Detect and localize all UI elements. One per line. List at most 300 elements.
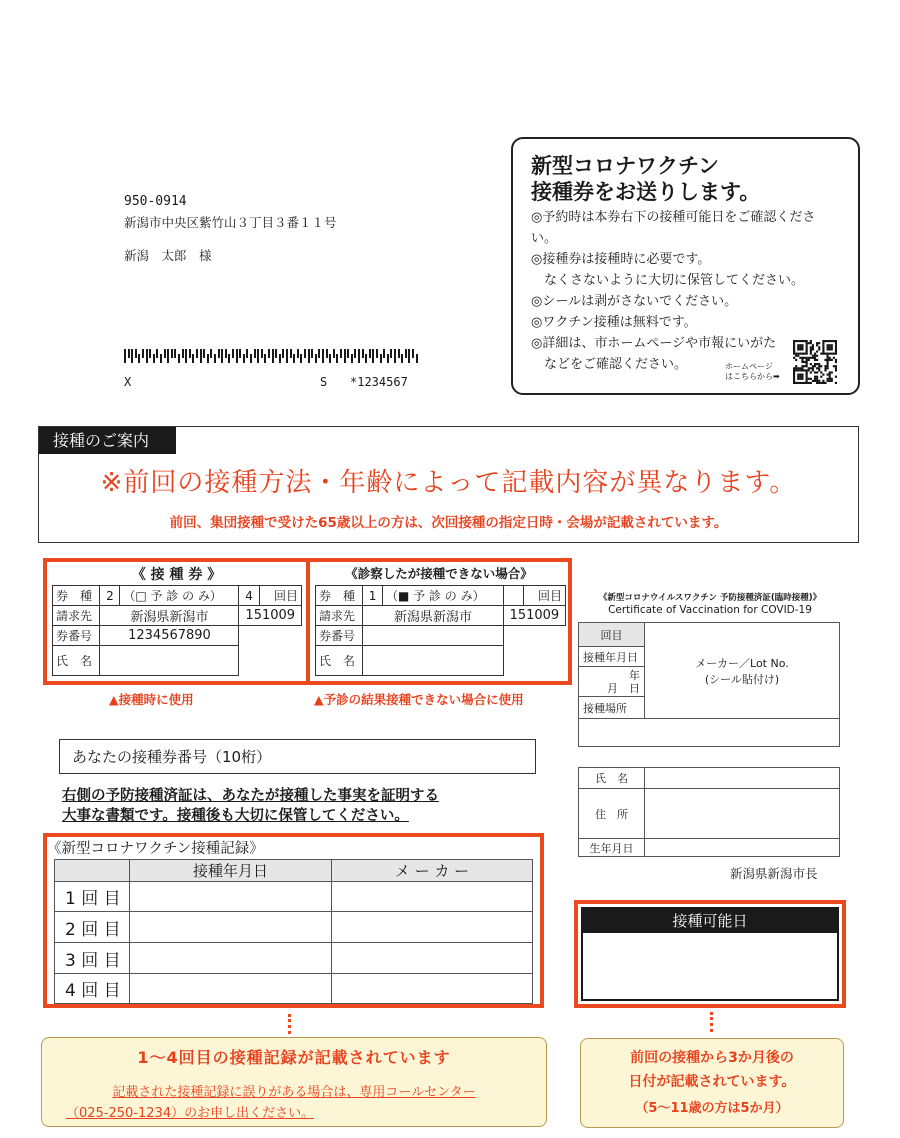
qr-module (793, 367, 795, 369)
qr-module (793, 353, 795, 355)
barcode-bar (236, 349, 238, 363)
certificate-title-jp: 《新型コロナウイルスワクチン 予防接種済証(臨時接種)》 (598, 593, 822, 603)
qr-module (816, 371, 818, 373)
qr-module (822, 344, 824, 346)
qr-module (814, 357, 816, 359)
qr-module (806, 371, 808, 373)
qr-module (812, 367, 814, 369)
postal-code: 950-0914 (124, 194, 187, 209)
record-callout-title: 1～4回目の接種記録が記載されています (137, 1048, 451, 1067)
barcode-bar (347, 349, 349, 358)
qr-module (827, 355, 829, 357)
qr-module (814, 359, 816, 361)
barcode-bar (207, 354, 209, 363)
notice-item: などをご確認ください。 (531, 357, 688, 372)
qr-module (799, 348, 801, 350)
qr-module (822, 350, 824, 352)
available-callout-line2: 日付が記載されています。 (628, 1074, 796, 1090)
record-date-cell[interactable] (130, 943, 332, 974)
qr-module (816, 380, 818, 382)
qr-module (806, 348, 808, 350)
notice-item: ◎接種券は接種時に必要です。 (531, 252, 711, 267)
qr-module (835, 365, 837, 367)
qr-module (808, 367, 810, 369)
record-maker-cell[interactable] (332, 943, 533, 974)
qr-module (816, 363, 818, 365)
barcode-bar (138, 354, 140, 363)
ticket-billing-value: 新潟県新潟市 (100, 606, 239, 626)
barcode-bar (351, 354, 353, 363)
qr-module (810, 363, 812, 365)
cert-birth-label: 生年月日 (579, 839, 645, 857)
barcode-bar (146, 349, 148, 363)
qr-module (818, 380, 820, 382)
qr-module (801, 353, 803, 355)
barcode-bar (142, 349, 144, 358)
qr-module (793, 376, 795, 378)
qr-module (799, 346, 801, 348)
barcode-bar (178, 354, 180, 363)
qr-module (827, 359, 829, 361)
qr-module (835, 340, 837, 342)
ticket-name-value[interactable] (100, 646, 239, 676)
barcode-bar (239, 349, 241, 358)
ticket2-billing-code: 151009 (503, 606, 565, 626)
qr-module (793, 340, 795, 342)
qr-module (827, 344, 829, 346)
qr-module (810, 367, 812, 369)
qr-module (806, 340, 808, 342)
qr-module (793, 357, 795, 359)
barcode-bar (308, 349, 310, 363)
record-row-label: 4 回 目 (55, 974, 130, 1004)
qr-module (810, 346, 812, 348)
certificate-person-table (578, 767, 840, 857)
qr-module (831, 348, 833, 350)
qr-module (806, 344, 808, 346)
cert-place-value-row (579, 719, 840, 747)
cert-address-label: 住 所 (579, 789, 645, 839)
qr-module (829, 353, 831, 355)
barcode-bar (167, 349, 169, 363)
barcode-bar (254, 349, 256, 358)
guide-subline: 前回、集団接種で受けた65歳以上の方は、次回接種の指定日時・会場が記載されています。 (169, 515, 728, 531)
qr-module (793, 378, 795, 380)
qr-module (812, 357, 814, 359)
cert-dose-row (579, 623, 840, 647)
qr-module (806, 350, 808, 352)
barcode-bar (387, 354, 389, 363)
qr-module (831, 353, 833, 355)
table-row (55, 943, 533, 974)
qr-module (808, 378, 810, 380)
qr-module (827, 367, 829, 369)
your-number-box[interactable] (59, 739, 536, 774)
barcode-s-mark: S (320, 375, 328, 389)
available-callout (580, 1038, 844, 1128)
notice-item: なくさないように大切に保管してください。 (531, 273, 805, 288)
qr-module (816, 359, 818, 361)
qr-module (814, 363, 816, 365)
qr-module (824, 369, 826, 371)
barcode-bar (322, 349, 324, 363)
qr-module (803, 353, 805, 355)
ticket-type-option: （□ 予 診 の み） (120, 586, 239, 606)
barcode-bar (250, 354, 252, 363)
table-row (55, 882, 533, 912)
ticket-count-label: 回目 (259, 586, 301, 606)
record-header-row (55, 860, 533, 882)
available-callout-line3: （5～11歳の方は5か月） (635, 1101, 789, 1116)
qr-module (831, 380, 833, 382)
ticket-table (52, 585, 302, 676)
qr-module (793, 371, 795, 373)
ticket2-number-value[interactable] (363, 626, 504, 646)
notice-item: ◎ワクチン接種は無料です。 (531, 315, 697, 330)
qr-module (822, 380, 824, 382)
qr-module (810, 342, 812, 344)
ticket-number-row (53, 626, 302, 646)
barcode-bar (336, 354, 338, 363)
qr-module (818, 365, 820, 367)
qr-module (835, 346, 837, 348)
qr-module (831, 340, 833, 342)
record-col-date: 接種年月日 (130, 860, 332, 882)
record-date-cell[interactable] (130, 974, 332, 1004)
qr-module (820, 353, 822, 355)
qr-module (801, 382, 803, 384)
certificate-table (578, 622, 840, 747)
qr-module (801, 378, 803, 380)
record-date-cell[interactable] (130, 912, 332, 943)
record-callout-note1: 記載された接種記録に誤りがある場合は、専用コールセンター (112, 1085, 476, 1100)
barcode-bar (135, 349, 137, 358)
qr-module (827, 346, 829, 348)
recipient-name: 新潟 太郎 様 (124, 248, 212, 263)
qr-module (829, 374, 831, 376)
qr-code-icon[interactable] (793, 340, 837, 384)
barcode-bar (394, 349, 396, 363)
qr-module (803, 365, 805, 367)
qr-module (818, 346, 820, 348)
qr-module (824, 382, 826, 384)
qr-module (806, 382, 808, 384)
qr-module (797, 369, 799, 371)
cert-birth-row (579, 839, 840, 857)
record-maker-cell[interactable] (332, 912, 533, 943)
guide-headline: ※前回の接種方法・年齢によって記載内容が異なります。 (100, 468, 797, 498)
qr-module (820, 376, 822, 378)
qr-module (799, 376, 801, 378)
qr-module (799, 340, 801, 342)
record-callout (41, 1037, 547, 1127)
qr-module (824, 365, 826, 367)
ticket2-billing-row (316, 606, 566, 626)
barcode-bar (131, 349, 133, 363)
barcode-bar (380, 354, 382, 363)
barcode-bar (401, 354, 403, 363)
qr-module (816, 344, 818, 346)
barcode-bar (372, 349, 374, 363)
qr-module (803, 382, 805, 384)
qr-module (797, 344, 799, 346)
ticket2-name-value[interactable] (363, 646, 504, 676)
cert-seal-area[interactable] (645, 623, 840, 719)
qr-module (818, 363, 820, 365)
notice-title-line2: 接種券をお送りします。 (531, 180, 761, 204)
barcode-bar (243, 354, 245, 363)
qr-module (795, 367, 797, 369)
ticket-number-value: 1234567890 (100, 626, 239, 646)
qr-module (816, 355, 818, 357)
qr-module (833, 353, 835, 355)
qr-module (793, 344, 795, 346)
qr-module (793, 342, 795, 344)
barcode-bar (405, 349, 407, 358)
qr-module (806, 374, 808, 376)
qr-module (799, 344, 801, 346)
barcode-bar (232, 349, 234, 358)
qr-module (829, 376, 831, 378)
notice-title-line1: 新型コロナワクチン (531, 154, 719, 178)
barcode-bar (153, 354, 155, 363)
qr-module (806, 359, 808, 361)
barcode-bar (279, 354, 281, 363)
cert-year-label: 年 (629, 668, 640, 682)
cert-name-value[interactable] (645, 768, 840, 789)
qr-module (793, 374, 795, 376)
qr-module (812, 380, 814, 382)
barcode-bar (282, 349, 284, 358)
qr-module (799, 374, 801, 376)
your-number-note-line2: 大事な書類です。接種後も大切に保管してください。 (62, 808, 409, 824)
qr-module (814, 380, 816, 382)
ticket-name-label: 氏 名 (53, 646, 100, 676)
qr-module (827, 378, 829, 380)
barcode-bar (383, 349, 385, 358)
qr-module (818, 369, 820, 371)
qr-module (829, 380, 831, 382)
barcode-bar (164, 349, 166, 358)
barcode-bar (340, 349, 342, 358)
street-address: 新潟市中央区紫竹山３丁目３番１１号 (124, 215, 337, 230)
barcode-bar (214, 354, 216, 363)
qr-module (810, 348, 812, 350)
barcode-bar (275, 349, 277, 358)
barcode-bar (174, 349, 176, 358)
certificate-title-en: Certificate of Vaccination for COVID-19 (608, 604, 812, 616)
cert-month-day-label: 月 日 (607, 681, 640, 695)
qr-module (822, 340, 824, 342)
ticket2-billing-label: 請求先 (316, 606, 363, 626)
qr-module (797, 367, 799, 369)
qr-module (795, 382, 797, 384)
ticket-caption: ▲接種時に使用 (109, 692, 194, 707)
qr-module (829, 346, 831, 348)
qr-module (810, 350, 812, 352)
qr-module (801, 348, 803, 350)
qr-module (793, 380, 795, 382)
qr-module (806, 357, 808, 359)
barcode-bar (149, 349, 151, 358)
notice-item: ◎シールは剥がさないでください。 (531, 294, 738, 309)
qr-module (829, 340, 831, 342)
cert-dose-label: 回目 (579, 623, 645, 647)
ticket-count-value: 4 (239, 586, 259, 606)
cert-place-value[interactable] (579, 719, 840, 747)
qr-module (793, 350, 795, 352)
barcode-bar (257, 349, 259, 363)
qr-module (797, 346, 799, 348)
ticket2-name-label: 氏 名 (316, 646, 363, 676)
record-date-cell[interactable] (130, 882, 332, 912)
ticket2-billing-value: 新潟県新潟市 (363, 606, 504, 626)
qr-module (793, 346, 795, 348)
qr-module (797, 382, 799, 384)
qr-module (801, 340, 803, 342)
qr-module (812, 344, 814, 346)
qr-module (829, 357, 831, 359)
qr-module (835, 361, 837, 363)
record-title: 《新型コロナワクチン接種記録》 (47, 841, 264, 857)
qr-module (827, 363, 829, 365)
qr-module (806, 361, 808, 363)
qr-module (797, 376, 799, 378)
cert-name-label: 氏 名 (579, 768, 645, 789)
qr-module (810, 357, 812, 359)
barcode-bar (297, 349, 299, 358)
barcode-bar (268, 349, 270, 358)
available-date-value[interactable] (583, 933, 837, 999)
qr-module (801, 367, 803, 369)
barcode-bar (171, 349, 173, 358)
qr-module (795, 369, 797, 371)
available-inner (581, 907, 839, 1001)
barcode-bar (218, 349, 220, 358)
qr-module (816, 382, 818, 384)
qr-module (806, 363, 808, 365)
qr-module (829, 359, 831, 361)
qr-module (812, 346, 814, 348)
barcode-bar (225, 349, 227, 358)
record-row-label: 2 回 目 (55, 912, 130, 943)
qr-module (820, 382, 822, 384)
qr-module (806, 353, 808, 355)
qr-module (827, 365, 829, 367)
qr-module (801, 346, 803, 348)
qr-module (816, 367, 818, 369)
cert-name-row (579, 768, 840, 789)
qr-module (827, 353, 829, 355)
qr-module (827, 380, 829, 382)
qr-module (818, 348, 820, 350)
barcode-bar (354, 349, 356, 358)
barcode-bar (185, 349, 187, 363)
barcode-bar (358, 349, 360, 363)
qr-module (818, 367, 820, 369)
qr-module (814, 376, 816, 378)
cert-birth-value[interactable] (645, 839, 840, 857)
qr-module (797, 374, 799, 376)
qr-module (835, 359, 837, 361)
qr-module (822, 346, 824, 348)
certificate-issuer: 新潟県新潟市長 (730, 866, 818, 881)
barcode-bar (416, 354, 418, 363)
qr-module (795, 359, 797, 361)
record-table (54, 859, 533, 1004)
qr-module (831, 344, 833, 346)
qr-module (810, 340, 812, 342)
qr-module (806, 346, 808, 348)
qr-module (822, 342, 824, 344)
barcode-bar (304, 349, 306, 358)
record-col-maker: メ ー カ ー (332, 860, 533, 882)
qr-module (795, 340, 797, 342)
barcode-bar (203, 349, 205, 358)
qr-module (827, 357, 829, 359)
barcode-left-mark: X (124, 375, 132, 389)
qr-module (820, 365, 822, 367)
qr-module (831, 371, 833, 373)
ticket-type-row (53, 586, 302, 606)
address-block (124, 194, 424, 264)
barcode-bar (189, 349, 191, 358)
qr-module (793, 369, 795, 371)
qr-module (793, 348, 795, 350)
qr-module (824, 367, 826, 369)
qr-module (827, 374, 829, 376)
qr-module (814, 365, 816, 367)
barcode-bar (160, 354, 162, 363)
qr-module (808, 342, 810, 344)
record-connector (288, 1014, 291, 1034)
ticket2-table (315, 585, 566, 676)
qr-module (801, 369, 803, 371)
qr-module (799, 353, 801, 355)
qr-module (806, 378, 808, 380)
qr-module (829, 371, 831, 373)
cert-address-value[interactable] (645, 789, 840, 839)
qr-caption-line1: ホームページ (725, 362, 773, 371)
qr-module (816, 342, 818, 344)
qr-module (812, 365, 814, 367)
qr-module (810, 353, 812, 355)
cert-address-row (579, 789, 840, 839)
your-number-label: あなたの接種券番号（10桁） (72, 748, 272, 766)
qr-module (816, 378, 818, 380)
barcode-bar (398, 349, 400, 358)
qr-module (822, 374, 824, 376)
qr-module (818, 382, 820, 384)
barcode-bar (315, 354, 317, 363)
record-maker-cell[interactable] (332, 882, 533, 912)
qr-module (801, 359, 803, 361)
barcode-bar (182, 349, 184, 358)
barcode-bar (124, 349, 126, 363)
ticket2-type-label: 券 種 (316, 586, 363, 606)
qr-module (806, 365, 808, 367)
barcode-bar (196, 349, 198, 358)
qr-module (814, 353, 816, 355)
qr-caption (725, 362, 780, 382)
ticket2-type-option: （■ 予 診 の み） (383, 586, 504, 606)
record-maker-cell[interactable] (332, 974, 533, 1004)
qr-module (808, 359, 810, 361)
qr-module (797, 378, 799, 380)
available-callout-line1: 前回の接種から3か月後の (630, 1050, 794, 1066)
qr-module (812, 348, 814, 350)
qr-module (831, 359, 833, 361)
